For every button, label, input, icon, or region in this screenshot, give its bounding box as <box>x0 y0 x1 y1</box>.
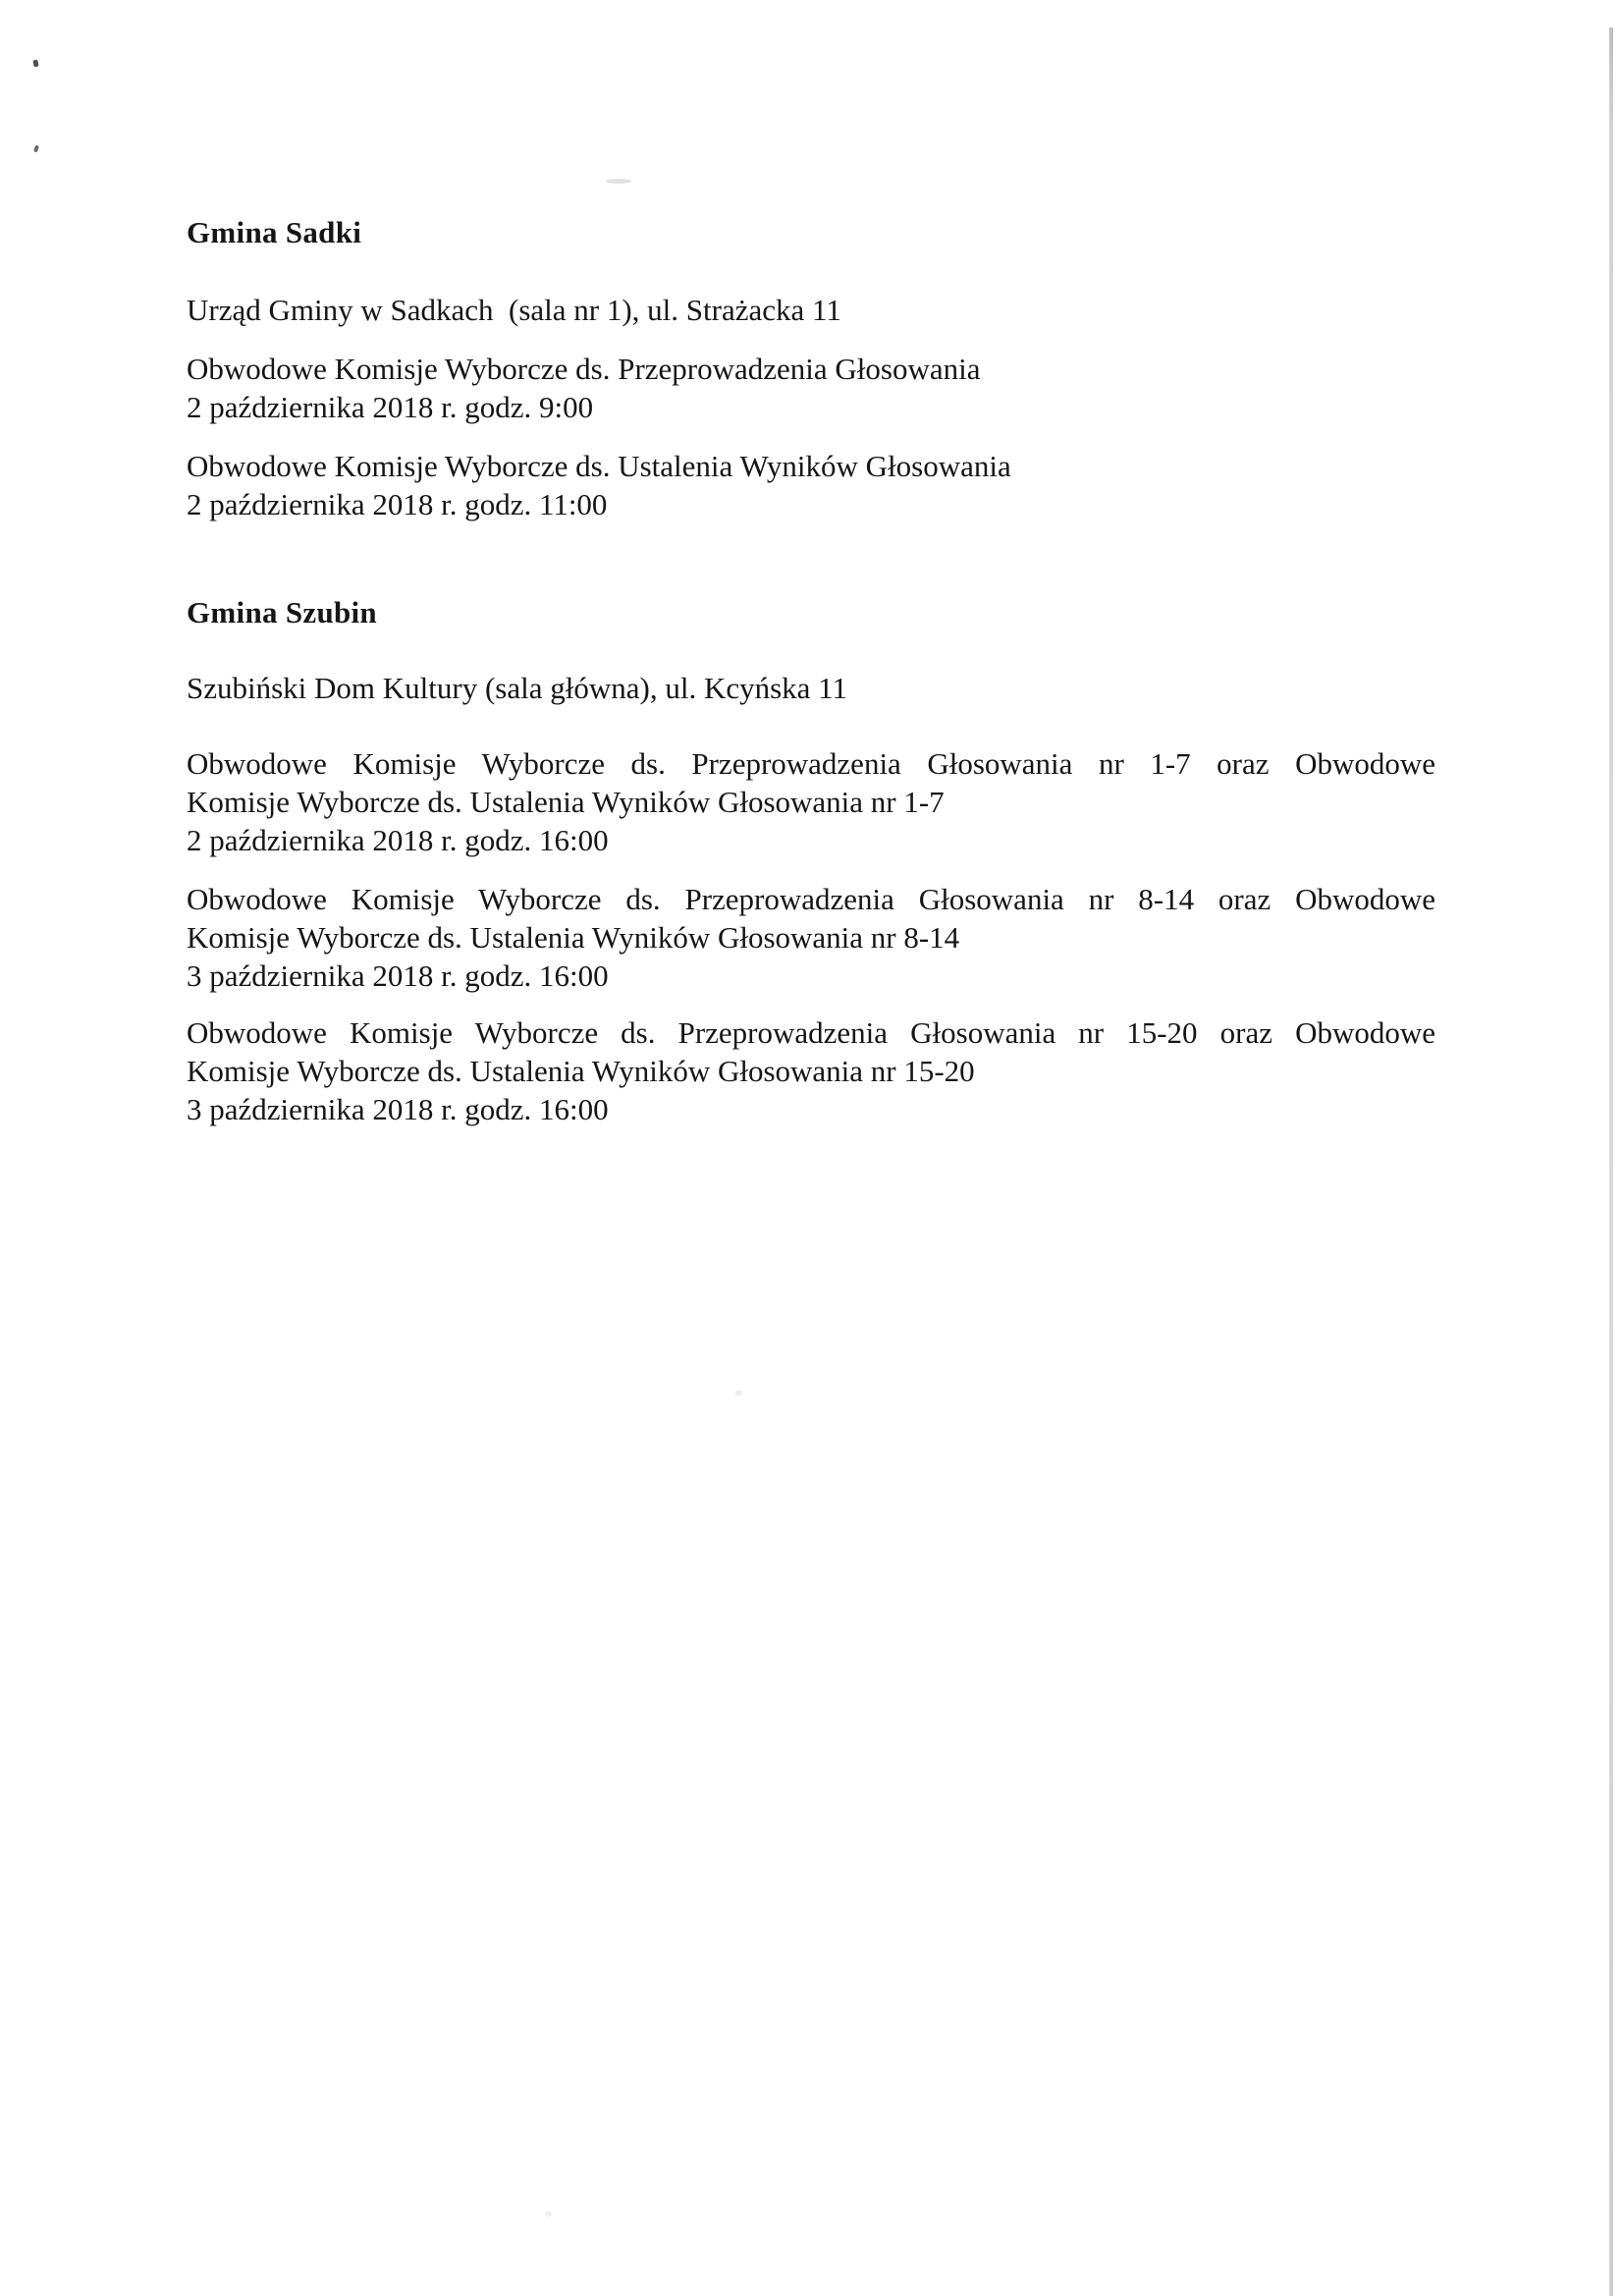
section-gmina-szubin <box>187 593 1435 1128</box>
committee-line: Obwodowe Komisje Wyborcze ds. Przeprowadzenia Głosowania nr 8-14 oraz Obwodowe <box>187 882 1435 916</box>
schedule-entry <box>187 1013 1435 1128</box>
scan-edge-line <box>1609 27 1613 2296</box>
committee-line: Obwodowe Komisje Wyborcze ds. Przeprowadzenia Głosowania <box>187 352 981 386</box>
committee-line: Komisje Wyborcze ds. Ustalenia Wyników Głosowania nr 1-7 <box>187 785 945 819</box>
document-body <box>187 213 1435 1128</box>
scan-smudge <box>735 1391 742 1395</box>
scan-smudge <box>545 2212 552 2216</box>
section-gmina-sadki <box>187 213 1435 523</box>
committee-line: Komisje Wyborcze ds. Ustalenia Wyników Głosowania nr 15-20 <box>187 1054 975 1088</box>
datetime-line: 2 października 2018 r. godz. 16:00 <box>187 823 609 857</box>
scan-smudge <box>606 179 631 184</box>
schedule-entry <box>187 447 1435 523</box>
committee-line: Obwodowe Komisje Wyborcze ds. Przeprowadzenia Głosowania nr 15-20 oraz Obwodowe <box>187 1015 1435 1050</box>
datetime-line: 3 października 2018 r. godz. 16:00 <box>187 1092 609 1126</box>
scan-speck <box>32 60 38 68</box>
datetime-line: 3 października 2018 r. godz. 16:00 <box>187 958 609 993</box>
schedule-entry <box>187 744 1435 859</box>
venue-line: Szubiński Dom Kultury (sala główna), ul. Kcyńska 11 <box>187 671 848 705</box>
committee-line: Obwodowe Komisje Wyborcze ds. Przeprowadzenia Głosowania nr 1-7 oraz Obwodowe <box>187 746 1435 781</box>
schedule-entry <box>187 350 1435 426</box>
section-heading: Gmina Szubin <box>187 595 377 629</box>
section-heading: Gmina Sadki <box>187 215 362 249</box>
committee-line: Komisje Wyborcze ds. Ustalenia Wyników Głosowania nr 8-14 <box>187 920 960 955</box>
datetime-line: 2 października 2018 r. godz. 9:00 <box>187 390 594 424</box>
venue-line: Urząd Gminy w Sadkach (sala nr 1), ul. Strażacka 11 <box>187 293 841 327</box>
committee-line: Obwodowe Komisje Wyborcze ds. Ustalenia Wyników Głosowania <box>187 449 1011 483</box>
scan-speck <box>33 145 39 153</box>
datetime-line: 2 października 2018 r. godz. 11:00 <box>187 487 608 521</box>
schedule-entry <box>187 880 1435 995</box>
